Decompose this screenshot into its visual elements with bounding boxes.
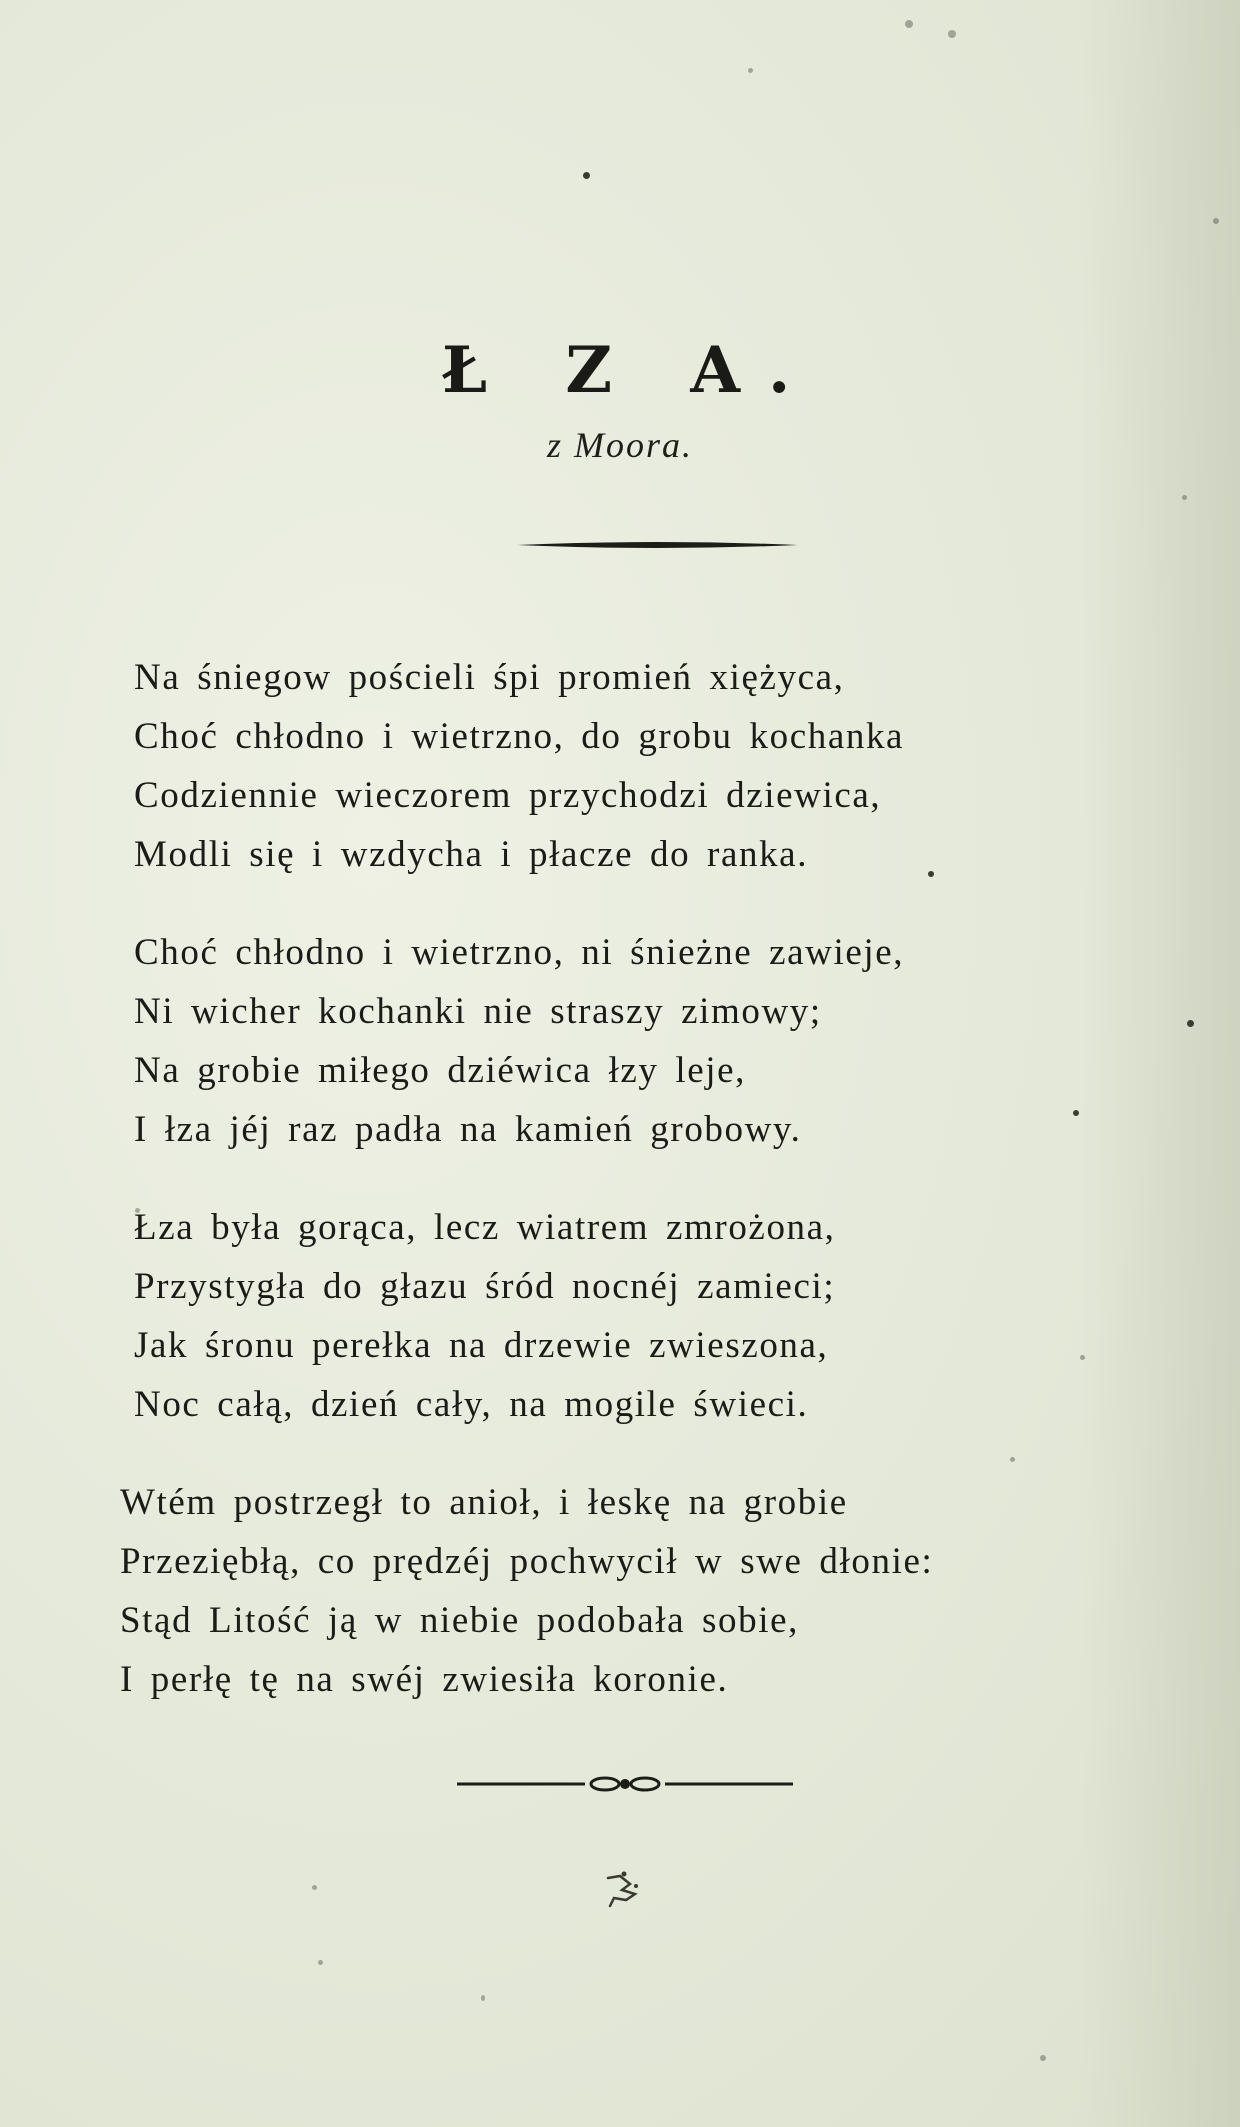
page-edge-shadow [1080, 0, 1240, 2127]
poem-line: Noc całą, dzień cały, na mogile świeci. [134, 1384, 809, 1425]
ornamental-rule-top [515, 535, 800, 555]
printer-flourish-icon [600, 1870, 650, 1910]
poem-attribution: z Moora. [546, 425, 693, 465]
poem-line: Choć chłodno i wietrzno, ni śnieżne zawieje, [134, 932, 905, 973]
poem-line: I łza jéj raz padła na kamień grobowy. [134, 1109, 802, 1150]
poem-title: Ł Z A. [441, 332, 819, 408]
stanza-3 [120, 1198, 1080, 1434]
poem-line: Modli się i wzdycha i płacze do ranka. [134, 834, 809, 875]
ink-speck [481, 1995, 485, 2001]
poem-line: Wtém postrzegł to anioł, i łeskę na grobie [120, 1482, 848, 1523]
ink-speck [1182, 495, 1187, 500]
ink-speck [1187, 1020, 1194, 1027]
poem-line: Jak śronu perełka na drzewie zwieszona, [134, 1325, 829, 1366]
poem-line: Codziennie wieczorem przychodzi dziewica, [134, 775, 882, 816]
ink-speck [312, 1885, 317, 1890]
ink-speck [748, 68, 753, 73]
poem-line: I perłę tę na swéj zwiesiła koronie. [120, 1659, 729, 1700]
poem-line: Na grobie miłego dziéwica łzy leje, [134, 1050, 747, 1091]
ink-speck [948, 30, 956, 38]
ink-speck [1080, 1355, 1085, 1360]
poem-line: Łza była gorąca, lecz wiatrem zmrożona, [134, 1207, 836, 1248]
poem-line: Przeziębłą, co prędzéj pochwycił w swe dłonie: [120, 1541, 934, 1582]
poem-line: Przystygła do głazu śród nocnéj zamieci; [134, 1266, 836, 1307]
poem-line: Na śniegow pościeli śpi promień xiężyca, [134, 657, 845, 698]
poem-line: Choć chłodno i wietrzno, do grobu kochanka [134, 716, 905, 757]
poem-line: Ni wicher kochanki nie straszy zimowy; [134, 991, 822, 1032]
stanza-4 [120, 1473, 1080, 1709]
ink-speck [583, 172, 590, 179]
ink-speck [1213, 218, 1219, 224]
stanza-2 [120, 923, 1080, 1159]
ink-speck [318, 1960, 323, 1965]
stanza-1 [120, 648, 1080, 884]
ink-speck [905, 20, 913, 28]
ink-speck [1040, 2055, 1046, 2061]
ornamental-rule-bottom [455, 1773, 795, 1795]
poem-line: Stąd Litość ją w niebie podobała sobie, [120, 1600, 799, 1641]
poem-body [120, 648, 1080, 1748]
